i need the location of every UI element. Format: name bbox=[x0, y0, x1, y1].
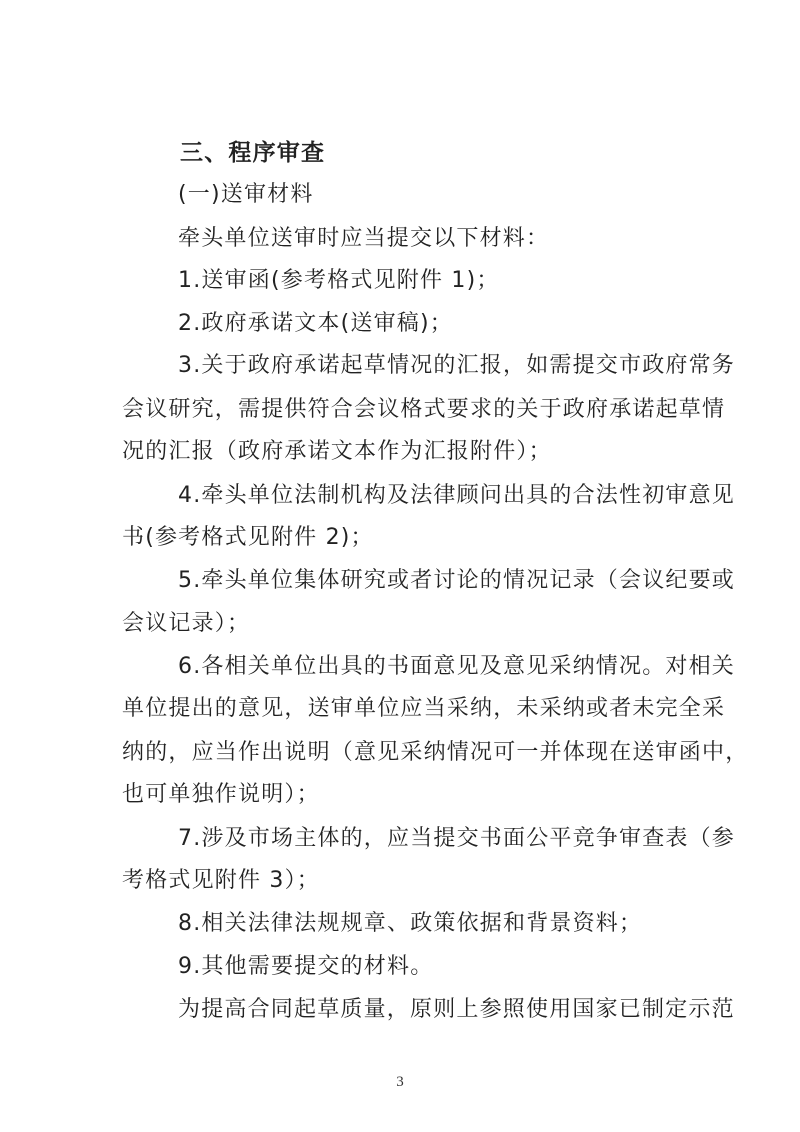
list-item-6-line-4: 也可单独作说明）； bbox=[122, 782, 320, 807]
list-item-1: 1.送审函(参考格式见附件 1)； bbox=[178, 268, 500, 293]
page-number: 3 bbox=[396, 1074, 404, 1090]
list-item-7-line-1: 7.涉及市场主体的，应当提交书面公平竞争审查表（参 bbox=[178, 826, 735, 851]
list-item-8: 8.相关法律法规规章、政策依据和背景资料； bbox=[178, 911, 643, 936]
list-item-9: 9.其他需要提交的材料。 bbox=[178, 954, 434, 979]
list-item-6-line-1: 6.各相关单位出具的书面意见及意见采纳情况。对相关 bbox=[178, 654, 735, 679]
list-item-3-line-3: 况的汇报（政府承诺文本作为汇报附件）； bbox=[122, 439, 552, 464]
list-item-5-line-2: 会议记录）； bbox=[122, 611, 251, 636]
list-item-3-line-2: 会议研究，需提供符合会议格式要求的关于政府承诺起草情 bbox=[122, 397, 726, 422]
list-item-4-line-1: 4.牵头单位法制机构及法律顾问出具的合法性初审意见 bbox=[178, 483, 735, 508]
section-heading: 三、程序审查 bbox=[180, 140, 326, 166]
list-item-6-line-3: 纳的，应当作出说明（意见采纳情况可一并体现在送审函中， bbox=[122, 740, 749, 765]
subsection-heading: (一)送审材料 bbox=[178, 182, 314, 207]
list-item-4-line-2: 书(参考格式见附件 2)； bbox=[122, 525, 374, 550]
list-item-2: 2.政府承诺文本(送审稿)； bbox=[178, 311, 453, 336]
list-item-7-line-2: 考格式见附件 3）； bbox=[122, 868, 320, 893]
paragraph-line-final: 为提高合同起草质量，原则上参照使用国家已制定示范 bbox=[178, 997, 735, 1022]
list-item-3-line-1: 3.关于政府承诺起草情况的汇报，如需提交市政府常务 bbox=[178, 353, 735, 378]
list-item-5-line-1: 5.牵头单位集体研究或者讨论的情况记录（会议纪要或 bbox=[178, 568, 735, 593]
paragraph-line: 牵头单位送审时应当提交以下材料： bbox=[178, 226, 550, 251]
list-item-6-line-2: 单位提出的意见，送审单位应当采纳，未采纳或者未完全采 bbox=[122, 696, 726, 721]
